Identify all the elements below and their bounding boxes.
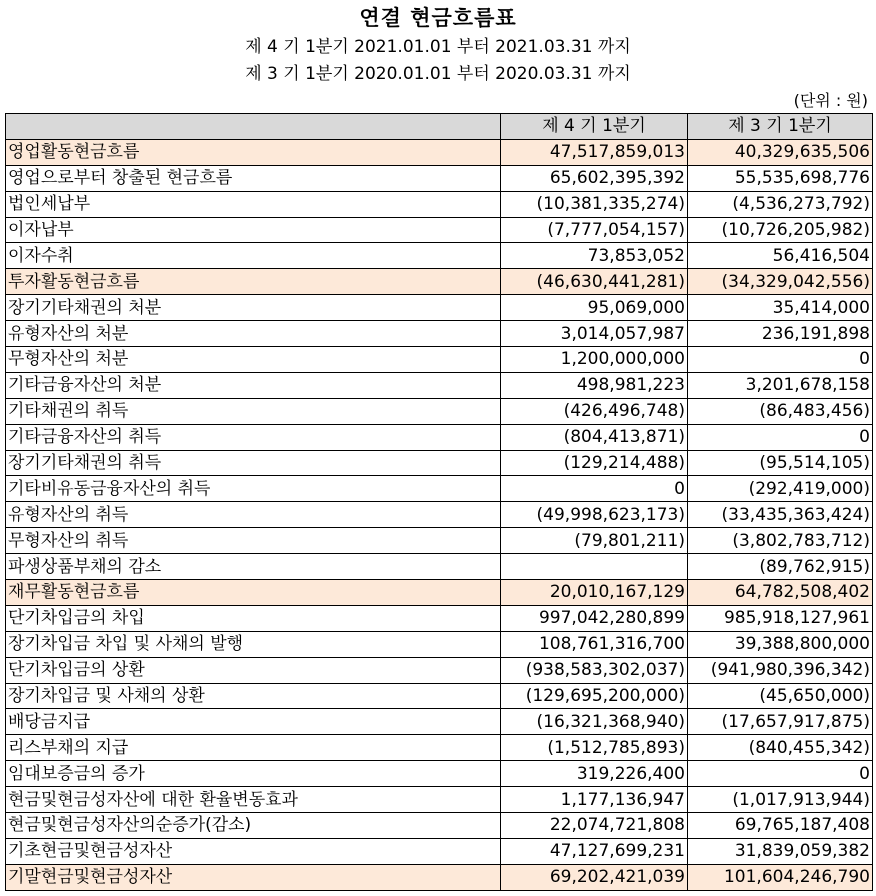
unit-label: (단위 : 원) <box>793 91 868 110</box>
current-period-value: 1,200,000,000 <box>501 347 688 373</box>
table-row <box>6 372 873 398</box>
current-period-value: 95,069,000 <box>501 295 688 321</box>
section-row <box>6 269 873 295</box>
current-period-value: (79,801,211) <box>501 528 688 554</box>
current-period-value: (938,583,302,037) <box>501 657 688 683</box>
current-period-value: 47,517,859,013 <box>501 139 688 165</box>
current-period-value <box>501 554 688 580</box>
current-period-value: 319,226,400 <box>501 761 688 787</box>
prior-period-value: 39,388,800,000 <box>688 631 873 657</box>
prior-period-value: 56,416,504 <box>688 243 873 269</box>
row-label: 현금및현금성자산에 대한 환율변동효과 <box>6 787 501 813</box>
current-period-value: 3,014,057,987 <box>501 321 688 347</box>
section-row <box>6 864 873 890</box>
row-label: 리스부채의 지급 <box>6 735 501 761</box>
table-row <box>6 761 873 787</box>
current-period-value: (426,496,748) <box>501 398 688 424</box>
row-label: 기초현금및현금성자산 <box>6 838 501 864</box>
table-header-row <box>6 114 873 140</box>
prior-period-value: 0 <box>688 347 873 373</box>
table-row <box>6 709 873 735</box>
table-row <box>6 217 873 243</box>
table-row <box>6 191 873 217</box>
prior-period-value: (34,329,042,556) <box>688 269 873 295</box>
prior-period-value: (4,536,273,792) <box>688 191 873 217</box>
current-period-value: (16,321,368,940) <box>501 709 688 735</box>
section-row <box>6 139 873 165</box>
table-row <box>6 502 873 528</box>
current-period-value: (129,695,200,000) <box>501 683 688 709</box>
current-period-value: 108,761,316,700 <box>501 631 688 657</box>
current-period-value: (804,413,871) <box>501 424 688 450</box>
row-label: 임대보증금의 증가 <box>6 761 501 787</box>
prior-period-value: (1,017,913,944) <box>688 787 873 813</box>
table-row <box>6 398 873 424</box>
row-label: 단기차입금의 차입 <box>6 605 501 631</box>
prior-period-value: (45,650,000) <box>688 683 873 709</box>
table-row <box>6 735 873 761</box>
row-label: 현금및현금성자산의순증가(감소) <box>6 813 501 839</box>
section-row <box>6 580 873 606</box>
table-row <box>6 838 873 864</box>
row-label: 영업활동현금흐름 <box>6 139 501 165</box>
row-label: 이자수취 <box>6 243 501 269</box>
prior-period-value: (17,657,917,875) <box>688 709 873 735</box>
table-row <box>6 295 873 321</box>
table-row <box>6 605 873 631</box>
current-period-value: 498,981,223 <box>501 372 688 398</box>
current-period-value: 69,202,421,039 <box>501 864 688 890</box>
current-period-value: (7,777,054,157) <box>501 217 688 243</box>
header-current-period: 제 4 기 1분기 <box>501 114 688 140</box>
row-label: 유형자산의 취득 <box>6 502 501 528</box>
table-row <box>6 528 873 554</box>
prior-period-value: 55,535,698,776 <box>688 165 873 191</box>
row-label: 법인세납부 <box>6 191 501 217</box>
prior-period-value: (86,483,456) <box>688 398 873 424</box>
row-label: 무형자산의 처분 <box>6 347 501 373</box>
table-row <box>6 554 873 580</box>
table-row <box>6 243 873 269</box>
row-label: 유형자산의 처분 <box>6 321 501 347</box>
table-row <box>6 657 873 683</box>
row-label: 파생상품부채의 감소 <box>6 554 501 580</box>
prior-period-value: 69,765,187,408 <box>688 813 873 839</box>
current-period-value: 47,127,699,231 <box>501 838 688 864</box>
current-period-value: (49,998,623,173) <box>501 502 688 528</box>
row-label: 기타채권의 취득 <box>6 398 501 424</box>
table-row <box>6 165 873 191</box>
table-row <box>6 787 873 813</box>
prior-period-value: 985,918,127,961 <box>688 605 873 631</box>
row-label: 기타금융자산의 처분 <box>6 372 501 398</box>
prior-period-value: 236,191,898 <box>688 321 873 347</box>
current-period-value: 1,177,136,947 <box>501 787 688 813</box>
table-row <box>6 424 873 450</box>
row-label: 투자활동현금흐름 <box>6 269 501 295</box>
current-period-value: 65,602,395,392 <box>501 165 688 191</box>
table-row <box>6 321 873 347</box>
current-period-value: (46,630,441,281) <box>501 269 688 295</box>
prior-period-value: (941,980,396,342) <box>688 657 873 683</box>
table-row <box>6 347 873 373</box>
row-label: 이자납부 <box>6 217 501 243</box>
current-period-value: (10,381,335,274) <box>501 191 688 217</box>
prior-period-value: (95,514,105) <box>688 450 873 476</box>
table-row <box>6 683 873 709</box>
prior-period-value: 40,329,635,506 <box>688 139 873 165</box>
row-label: 기타비유동금융자산의 취득 <box>6 476 501 502</box>
prior-period-value: (3,802,783,712) <box>688 528 873 554</box>
row-label: 무형자산의 취득 <box>6 528 501 554</box>
prior-period-value: (840,455,342) <box>688 735 873 761</box>
row-label: 기타금융자산의 취득 <box>6 424 501 450</box>
report-title: 연결 현금흐름표 <box>359 6 517 30</box>
row-label: 배당금지급 <box>6 709 501 735</box>
prior-period-value: (292,419,000) <box>688 476 873 502</box>
prior-period-value: 3,201,678,158 <box>688 372 873 398</box>
prior-period-value: 31,839,059,382 <box>688 838 873 864</box>
current-period-value: 73,853,052 <box>501 243 688 269</box>
row-label: 장기기타채권의 처분 <box>6 295 501 321</box>
row-label: 영업으로부터 창출된 현금흐름 <box>6 165 501 191</box>
header-label-cell <box>6 114 501 140</box>
row-label: 재무활동현금흐름 <box>6 580 501 606</box>
prior-period-value: (10,726,205,982) <box>688 217 873 243</box>
row-label: 장기차입금 및 사채의 상환 <box>6 683 501 709</box>
prior-period-value: 35,414,000 <box>688 295 873 321</box>
table-row <box>6 813 873 839</box>
cash-flow-table <box>5 113 873 891</box>
period-current: 제 4 기 1분기 2021.01.01 부터 2021.03.31 까지 <box>245 37 631 57</box>
table-row <box>6 450 873 476</box>
prior-period-value: 0 <box>688 424 873 450</box>
period-prior: 제 3 기 1분기 2020.01.01 부터 2020.03.31 까지 <box>245 64 631 84</box>
prior-period-value: 64,782,508,402 <box>688 580 873 606</box>
current-period-value: 22,074,721,808 <box>501 813 688 839</box>
current-period-value: 0 <box>501 476 688 502</box>
current-period-value: (1,512,785,893) <box>501 735 688 761</box>
prior-period-value: (89,762,915) <box>688 554 873 580</box>
table-row <box>6 476 873 502</box>
row-label: 기말현금및현금성자산 <box>6 864 501 890</box>
row-label: 장기차입금 차입 및 사채의 발행 <box>6 631 501 657</box>
prior-period-value: 101,604,246,790 <box>688 864 873 890</box>
current-period-value: (129,214,488) <box>501 450 688 476</box>
table-row <box>6 631 873 657</box>
current-period-value: 997,042,280,899 <box>501 605 688 631</box>
current-period-value: 20,010,167,129 <box>501 580 688 606</box>
row-label: 장기기타채권의 취득 <box>6 450 501 476</box>
prior-period-value: (33,435,363,424) <box>688 502 873 528</box>
header-prior-period: 제 3 기 1분기 <box>688 114 873 140</box>
row-label: 단기차입금의 상환 <box>6 657 501 683</box>
prior-period-value: 0 <box>688 761 873 787</box>
